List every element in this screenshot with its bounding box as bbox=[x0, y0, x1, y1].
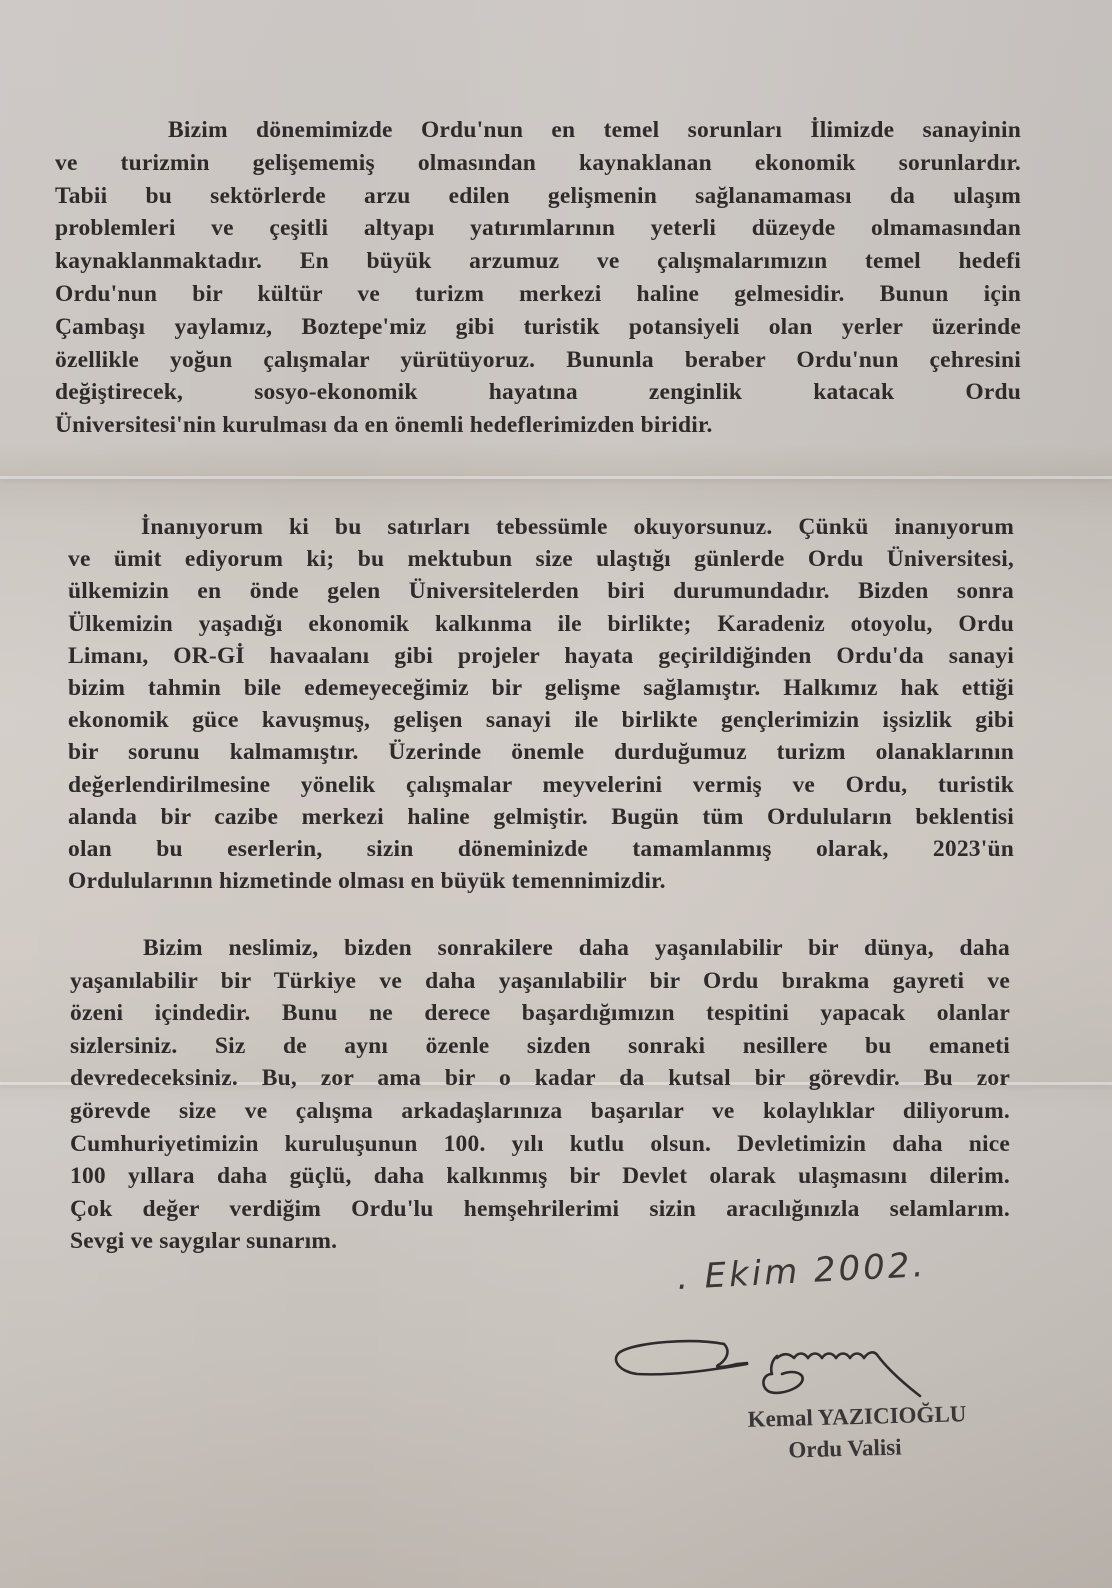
text-line: yaşanılabilir bir Türkiye ve daha yaşanılabilir bir Ordu bırakma gayreti ve bbox=[70, 967, 1010, 994]
text-line: Ordu'nun bir kültür ve turizm merkezi haline gelmesidir. Bunun için bbox=[55, 280, 1021, 307]
signer-title: Ordu Valisi bbox=[788, 1434, 902, 1463]
text-line: İnanıyorum ki bu satırları tebessümle okuyorsunuz. Çünkü inanıyorum bbox=[141, 514, 1014, 540]
text-line: ekonomik güce kavuşmuş, gelişen sanayi ile birlikte gençlerimizin işsizlik gibi bbox=[68, 707, 1014, 734]
text-line: Sevgi ve saygılar sunarım. bbox=[70, 1228, 338, 1255]
signer-name: Kemal YAZICIOĞLU bbox=[747, 1401, 967, 1432]
text-line: Cumhuriyetimizin kuruluşunun 100. yılı kutlu olsun. Devletimizin daha nice bbox=[70, 1130, 1010, 1157]
text-line: Tabii bu sektörlerde arzu edilen gelişmenin sağlanamaması da ulaşım bbox=[55, 182, 1021, 209]
text-line: devredeceksiniz. Bu, zor ama bir o kadar da kutsal bir görevdir. Bu zor bbox=[70, 1065, 1010, 1092]
text-line: Çambaşı yaylamız, Boztepe'miz gibi turistik potansiyeli olan yerler üzerinde bbox=[55, 313, 1021, 340]
text-line: 100 yıllara daha güçlü, daha kalkınmış bir Devlet olarak ulaşmasını dilerim. bbox=[70, 1163, 1010, 1190]
text-line: ve turizmin gelişememiş olmasından kaynaklanan ekonomik sorunlardır. bbox=[55, 149, 1021, 176]
text-line: sizlersiniz. Siz de aynı özenle sizden sonraki nesillere bu emaneti bbox=[70, 1032, 1010, 1059]
text-line: ülkemizin en önde gelen Üniversitelerden biri durumundadır. Bizden sonra bbox=[68, 578, 1014, 605]
paragraph-3 bbox=[70, 932, 1010, 1258]
text-line: olan bu eserlerin, sizin döneminizde tamamlanmış olarak, 2023'ün bbox=[68, 835, 1014, 862]
text-line: alanda bir cazibe merkezi haline gelmiştir. Bugün tüm Orduluların beklentisi bbox=[68, 803, 1014, 830]
text-line: bizim tahmin bile edemeyeceğimiz bir gelişme sağlamıştır. Halkımız hak ettiği bbox=[68, 674, 1014, 701]
text-line: görevde size ve çalışma arkadaşlarınıza başarılar ve kolaylıklar diliyorum. bbox=[70, 1097, 1010, 1124]
paragraph-1 bbox=[55, 114, 1021, 442]
text-line: bir sorunu kalmamıştır. Üzerinde önemle durduğumuz turizm olanaklarının bbox=[68, 739, 1014, 766]
text-line: ve ümit ediyorum ki; bu mektubun size ulaştığı günlerde Ordu Üniversitesi, bbox=[68, 546, 1014, 573]
text-line: değerlendirilmesine yönelik çalışmalar meyvelerini vermiş ve Ordu, turistik bbox=[68, 771, 1014, 798]
text-line: Limanı, OR-Gİ havaalanı gibi projeler hayata geçirildiğinden Ordu'da sanayi bbox=[68, 642, 1014, 669]
handwritten-date: . Ekim 2002. bbox=[675, 1244, 928, 1298]
paper-fold-line bbox=[0, 476, 1112, 479]
text-line: Çok değer verdiğim Ordu'lu hemşehrilerimi sizin aracılığınızla selamlarım. bbox=[70, 1195, 1010, 1222]
text-line: Ordulularının hizmetinde olması en büyük temennimizdir. bbox=[68, 868, 666, 895]
text-line: problemleri ve çeşitli altyapı yatırımlarının yeterli düzeyde olmamasından bbox=[55, 215, 1021, 242]
text-line: Ülkemizin yaşadığı ekonomik kalkınma ile birlikte; Karadeniz otoyolu, Ordu bbox=[68, 610, 1014, 637]
text-line: kaynaklanmaktadır. En büyük arzumuz ve çalışmalarımızın temel hedefi bbox=[55, 248, 1021, 275]
text-line: değiştirecek, sosyo-ekonomik hayatına zenginlik katacak Ordu bbox=[55, 379, 1021, 406]
signature-icon bbox=[612, 1330, 932, 1410]
text-line: Bizim neslimiz, bizden sonrakilere daha yaşanılabilir bir dünya, daha bbox=[143, 935, 1010, 961]
text-line: Üniversitesi'nin kurulması da en önemli hedeflerimizden biridir. bbox=[55, 412, 713, 439]
text-line: özellikle yoğun çalışmalar yürütüyoruz. Bununla beraber Ordu'nun çehresini bbox=[55, 346, 1021, 373]
text-line: özeni içindedir. Bunu ne derece başardığımızın tespitini yapacak olanlar bbox=[70, 1000, 1010, 1027]
paragraph-2 bbox=[68, 511, 1014, 897]
text-line: Bizim dönemimizde Ordu'nun en temel sorunları İlimizde sanayinin bbox=[168, 117, 1021, 143]
